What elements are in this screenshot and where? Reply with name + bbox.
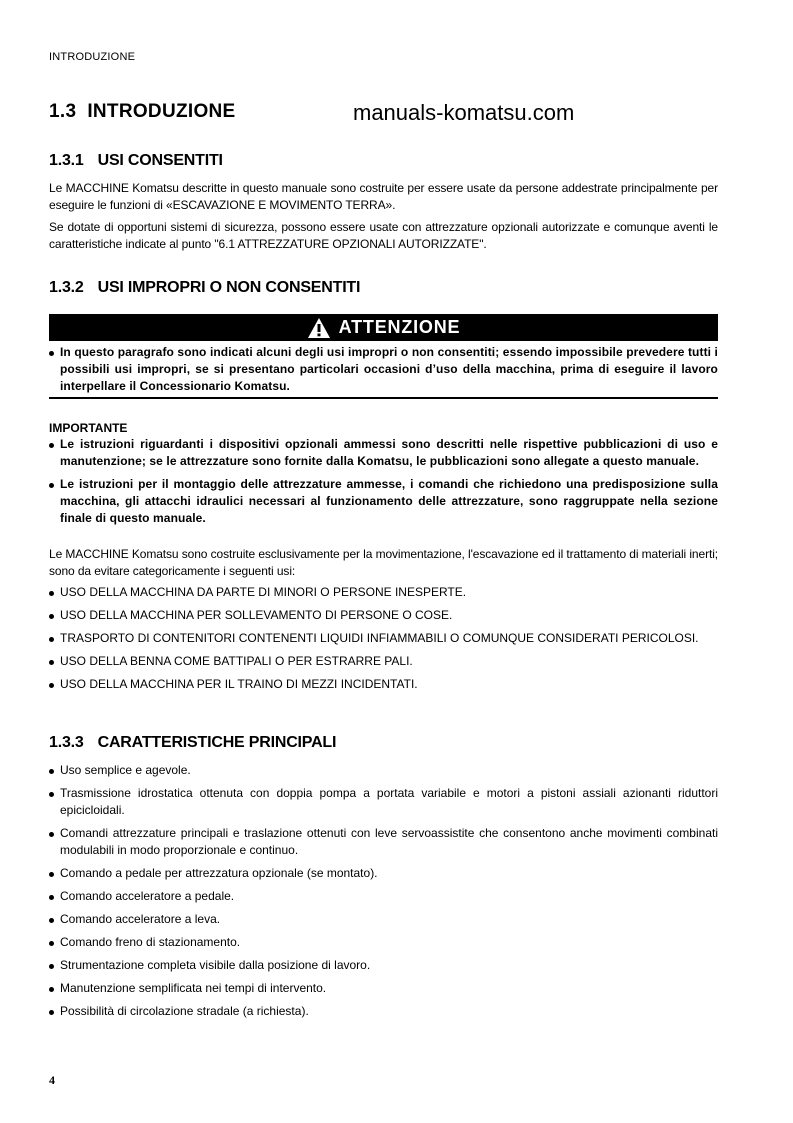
bullet-icon — [49, 1010, 54, 1015]
list-item — [49, 865, 718, 882]
bullet-icon — [49, 895, 54, 900]
warning-triangle-icon — [307, 317, 331, 339]
page-number: 4 — [49, 1073, 55, 1087]
list-item-text: USO DELLA MACCHINA DA PARTE DI MINORI O PERSONE INESPERTE. — [60, 585, 467, 599]
bullet-icon — [49, 614, 54, 619]
list-item — [49, 607, 718, 624]
list-item-text: Le istruzioni per il montaggio delle attrezzature ammesse, i comandi che richiedono una predisposizione sulla macchina, gli attacchi idraulici necessari al funzionamento delle attrezzature, sono raggruppate nella sezione finale di questo manuale. — [60, 477, 718, 525]
bullet-icon — [49, 832, 54, 837]
list-item-text: USO DELLA MACCHINA PER SOLLEVAMENTO DI PERSONE O COSE. — [60, 608, 453, 622]
section-heading — [49, 101, 236, 123]
list-item-text: Comando freno di stazionamento. — [60, 935, 241, 949]
subsection-heading-1-3-1 — [49, 152, 223, 170]
list-item — [49, 436, 718, 470]
subsection-heading-1-3-2 — [49, 279, 360, 297]
list-item — [49, 825, 718, 859]
section-number: 1.3 — [49, 101, 77, 122]
list-item — [49, 957, 718, 974]
list-item — [49, 653, 718, 670]
subsection-number: 1.3.3 — [49, 734, 84, 751]
subsection-number: 1.3.2 — [49, 279, 84, 296]
list-item-text: In questo paragrafo sono indicati alcuni degli usi impropri o non consentiti; essendo impossibile prevedere tutti i possibili usi impropri, se si presentano particolari occasioni d’uso della macchina, prima di eseguire il lavoro interpellare il Concessionario Komatsu. — [60, 345, 718, 393]
list-item — [49, 762, 718, 779]
bullet-icon — [49, 683, 54, 688]
important-label: IMPORTANTE — [49, 421, 128, 435]
bullet-icon — [49, 483, 54, 488]
list-item-text: Comandi attrezzature principali e traslazione ottenuti con leve servoassistite che consentono anche movimenti combinati modulabili in modo proporzionale e continuo. — [60, 826, 718, 857]
list-item-text: USO DELLA BENNA COME BATTIPALI O PER ESTRARRE PALI. — [60, 654, 413, 668]
bullet-icon — [49, 872, 54, 877]
list-item-text: Le istruzioni riguardanti i dispositivi opzionali ammessi sono descritti nelle rispettive pubblicazioni di uso e manutenzione; se le attrezzature sono fornite dalla Komatsu, le pubblicazioni sono allegate a questo manuale. — [60, 437, 718, 468]
bullet-icon — [49, 941, 54, 946]
list-item-text: Strumentazione completa visibile dalla posizione di lavoro. — [60, 958, 371, 972]
list-item — [49, 630, 718, 647]
forbidden-uses-list — [49, 584, 718, 693]
running-header: INTRODUZIONE — [49, 51, 136, 63]
list-item-text: Uso semplice e agevole. — [60, 763, 191, 777]
features-list — [49, 762, 718, 1020]
bullet-icon — [49, 591, 54, 596]
list-item — [49, 980, 718, 997]
bullet-icon — [49, 987, 54, 992]
list-item-text: Trasmissione idrostatica ottenuta con doppia pompa a portata variabile e motori a pistoni assiali azionanti riduttori epicicloidali. — [60, 786, 718, 817]
warning-list — [49, 344, 718, 395]
list-item-text: USO DELLA MACCHINA PER IL TRAINO DI MEZZI INCIDENTATI. — [60, 677, 418, 691]
subsection-heading-1-3-3 — [49, 734, 336, 752]
list-item — [49, 476, 718, 527]
subsection-title: USI CONSENTITI — [97, 152, 223, 169]
list-item-text: Possibilità di circolazione stradale (a richiesta). — [60, 1004, 309, 1018]
paragraph: Le MACCHINE Komatsu descritte in questo manuale sono costruite per essere usate da persone addestrate principalmente per eseguire le funzioni di «ESCAVAZIONE E MOVIMENTO TERRA». — [49, 181, 718, 212]
bullet-icon — [49, 792, 54, 797]
list-item-text: Manutenzione semplificata nei tempi di intervento. — [60, 981, 327, 995]
important-list — [49, 436, 718, 527]
list-item — [49, 934, 718, 951]
list-item — [49, 344, 718, 395]
list-item-text: Comando acceleratore a leva. — [60, 912, 221, 926]
list-item — [49, 584, 718, 601]
subsection-number: 1.3.1 — [49, 152, 84, 169]
warning-title: ATTENZIONE — [338, 317, 461, 337]
bullet-icon — [49, 769, 54, 774]
subsection-title: CARATTERISTICHE PRINCIPALI — [97, 734, 337, 751]
bullet-icon — [49, 351, 54, 356]
paragraph: Se dotate di opportuni sistemi di sicurezza, possono essere usate con attrezzature opzionali autorizzate e comunque aventi le caratteristiche indicate al punto "6.1 ATTREZZATURE OPZIONALI AUTORIZZATE". — [49, 220, 718, 251]
list-item-text: Comando acceleratore a pedale. — [60, 889, 235, 903]
bullet-icon — [49, 637, 54, 642]
bullet-icon — [49, 918, 54, 923]
section-title: INTRODUZIONE — [87, 101, 236, 122]
list-item-text: Comando a pedale per attrezzatura opzionale (se montato). — [60, 866, 378, 880]
paragraph: Le MACCHINE Komatsu sono costruite esclusivamente per la movimentazione, l'escavazione ed il trattamento di materiali inerti; sono da evitare categoricamente i seguenti usi: — [49, 547, 718, 578]
list-item-text: TRASPORTO DI CONTENITORI CONTENENTI LIQUIDI INFIAMMABILI O COMUNQUE CONSIDERATI PERICOLOSI. — [60, 631, 699, 645]
list-item — [49, 888, 718, 905]
list-item — [49, 1003, 718, 1020]
watermark-link: manuals-komatsu.com — [353, 100, 575, 125]
bullet-icon — [49, 660, 54, 665]
bullet-icon — [49, 964, 54, 969]
divider — [49, 397, 718, 399]
warning-banner — [49, 314, 718, 341]
list-item — [49, 676, 718, 693]
list-item — [49, 785, 718, 819]
subsection-title: USI IMPROPRI O NON CONSENTITI — [97, 279, 361, 296]
bullet-icon — [49, 443, 54, 448]
list-item — [49, 911, 718, 928]
